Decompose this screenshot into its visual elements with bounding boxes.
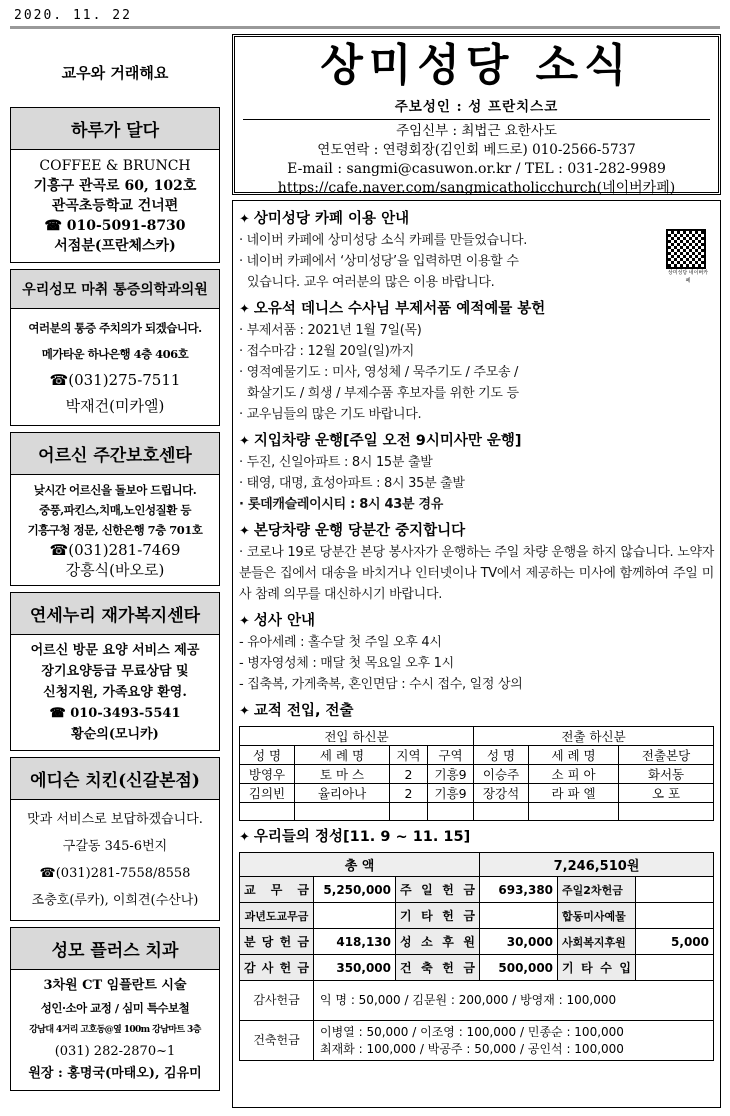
ad-column-title: 교우와 거래해요: [61, 64, 169, 82]
ad-line: 구갈동 345-6번지: [62, 839, 168, 854]
ad-line: COFFEE & BRUNCH: [39, 158, 191, 174]
bulletin-title: 상미성당 소식: [320, 40, 633, 91]
ad-title: 어르신 주간보호센타: [11, 433, 219, 475]
transfer-table: [239, 726, 714, 821]
ad-line: 어르신 방문 요양 서비스 제공: [30, 643, 200, 658]
ad-line: 관곡초등학교 건너편: [51, 198, 179, 214]
ad-line: 3차원 CT 임플란트 시술: [43, 978, 187, 993]
qr-code: [666, 229, 710, 284]
cafe-url: https://cafe.naver.com/sangmicatholicchurch(네이버카페): [277, 180, 676, 196]
ad-line: 신청지원, 가족요양 환영.: [43, 685, 187, 700]
ad-haruga-dalda: [10, 107, 220, 263]
ad-phone: (031) 282-2870~1: [54, 1044, 176, 1059]
ad-line: 장기요양등급 무료상담 및: [41, 664, 189, 679]
notice-line: · 태영, 대명, 효성아파트 : 8시 35분 출발: [239, 476, 465, 491]
contact: 연도연락 : 연령회장(김인회 베드로) 010-2566-5737: [317, 142, 636, 158]
offering-table: [239, 852, 714, 1061]
offering-total-row: [240, 853, 714, 877]
ad-title: 성모 플러스 치과: [11, 928, 219, 970]
building-donors: 이병열 : 50,000 / 이조영 : 100,000 / 민종순 : 100,000 최재화 : 100,000 / 박공주 : 50,000 / 공인석 : 100,000: [314, 1021, 714, 1061]
notice-line: · 네이버 카페에서 ‘상미성당’을 입력하면 이용할 수: [239, 254, 519, 269]
ad-dental: [10, 927, 220, 1091]
notice-heading: ✦ 성사 안내: [239, 613, 315, 629]
table-header-row: 성 명 세 례 명 지역 구역 성 명 세 례 명 전출본당: [240, 746, 714, 765]
notice-line: - 유아세례 : 홀수달 첫 주일 오후 4시: [239, 635, 442, 650]
notice-heading: ✦ 본당차량 운행 당분간 중지합니다: [239, 523, 466, 539]
ad-line: 성인·소아 교정 / 심미 특수보철: [40, 1001, 190, 1015]
ad-phone: ☎(031)281-7469: [49, 541, 181, 559]
top-rule: [10, 26, 720, 29]
ad-owner: 원장 : 홍명국(마태오), 김유미: [28, 1066, 202, 1081]
thanks-donors: 익 명 : 50,000 / 김문원 : 200,000 / 방영재 : 100,000: [314, 981, 714, 1021]
email-tel: E-mail : sangmi@casuwon.or.kr / TEL : 031-282-9989: [287, 161, 666, 177]
ad-phone: ☎(031)281-7558/8558: [39, 866, 191, 881]
ad-title: 우리성모 마취 통증의학과의원: [11, 270, 219, 309]
ad-owner: 강흥식(바오로): [65, 561, 165, 579]
offering-row: 감 사 헌 금 350,000 건 축 헌 금 500,000 기 타 수 입: [240, 955, 714, 981]
ad-line: 여러분의 통증 주치의가 되겠습니다.: [28, 321, 202, 335]
notice-line: · 두진, 신일아파트 : 8시 15분 출발: [239, 455, 433, 470]
notice-heading: ✦ 지입차량 운행[주일 오전 9시미사만 운행]: [239, 433, 522, 449]
pastor: 주임신부 : 최법근 요한사도: [396, 123, 557, 139]
notice-line: - 병자영성체 : 매달 첫 목요일 오후 1시: [239, 656, 454, 671]
total-amount: 7,246,510원: [480, 853, 714, 877]
ad-phone: ☎(031)275-7511: [49, 371, 181, 389]
diamond-icon: ✦: [239, 524, 250, 539]
ad-home-care: [10, 592, 220, 751]
patron-saint: 주보성인 : 성 프란치스코: [394, 99, 559, 115]
notice-line: · 네이버 카페에 상미성당 소식 카페를 만들었습니다.: [239, 233, 528, 248]
ad-owner: 서점분(프란체스카): [54, 238, 176, 254]
ad-line: 낮시간 어르신을 돌보아 드립니다.: [33, 483, 197, 497]
notice-line: · 영적예물기도 : 미사, 영성체 / 묵주기도 / 주모송 /: [239, 365, 519, 380]
notice-heading: ✦ 상미성당 카페 이용 안내: [239, 211, 410, 227]
diamond-icon: ✦: [239, 704, 250, 719]
notice-line: - 집축복, 가게축복, 혼인면담 : 수시 접수, 일정 상의: [239, 677, 523, 692]
masthead: [232, 34, 721, 195]
notice-heading: ✦ 우리들의 정성[11. 9 ~ 11. 15]: [239, 829, 471, 845]
offering-row: 과년도교무금 기 타 헌 금 합동미사예물: [240, 903, 714, 929]
notice-line: 화살기도 / 희생 / 부제수품 후보자를 위한 기도 등: [247, 386, 519, 401]
ad-day-care: [10, 432, 220, 586]
diamond-icon: ✦: [239, 212, 250, 227]
thanks-offering-row: [240, 981, 714, 1021]
notice-line: 있습니다. 교우 여러분의 많은 이용 바랍니다.: [247, 275, 495, 290]
table-row: 방영우 토 마 스 2 기흥9 이승주 소 피 아 화서동: [240, 765, 714, 784]
ad-line: 강남대 4거리 고호동@옆 100m 강남마트 3층: [29, 1025, 201, 1035]
ad-owner: 조충호(루카), 이희견(수산나): [31, 893, 199, 908]
ad-owner: 황순의(모니카): [71, 727, 159, 742]
ad-title: 에디슨 치킨(신갈본점): [11, 758, 219, 800]
notice-line: · 교우님들의 많은 기도 바랍니다.: [239, 407, 422, 422]
table-row: [240, 803, 714, 821]
ad-column: [10, 36, 220, 1111]
diamond-icon: ✦: [239, 830, 250, 845]
ad-edison-chicken: [10, 757, 220, 921]
diamond-icon: ✦: [239, 434, 250, 449]
masthead-rule: [243, 119, 710, 120]
thanks-label: 감사헌금: [240, 981, 314, 1021]
notice-line: · 롯데캐슬레이시티 : 8시 43분 경유: [239, 497, 443, 512]
ad-phone: ☎ 010-3493-5541: [49, 706, 181, 721]
offering-row: 교 무 금 5,250,000 주 일 헌 금 693,380 주일2차헌금: [240, 877, 714, 903]
main-column: [232, 34, 721, 1110]
notice-heading: ✦ 교적 전입, 전출: [239, 703, 354, 719]
building-offering-row: [240, 1021, 714, 1061]
ad-line: 기흥구청 정문, 신한은행 7층 701호: [27, 523, 203, 537]
ad-line: 기흥구 관곡로 60, 102호: [33, 178, 197, 194]
diamond-icon: ✦: [239, 614, 250, 629]
ad-pain-clinic: [10, 269, 220, 426]
qr-code-icon: [666, 229, 706, 269]
ad-line: 맛과 서비스로 보답하겠습니다.: [27, 812, 203, 827]
ad-owner: 박재건(미카엘): [65, 397, 165, 415]
qr-caption: 상미성당 네이버카페: [667, 270, 709, 284]
transfer-out-title: 전출 하신분: [474, 727, 714, 746]
building-label: 건축헌금: [240, 1021, 314, 1061]
total-label: 총 액: [240, 853, 480, 877]
table-row: 김의빈 율리아나 2 기흥9 장강석 라 파 엘 오 포: [240, 784, 714, 803]
ad-line: 중풍,파킨스,치매,노인성질환 등: [39, 503, 191, 517]
transfer-in-title: 전입 하신분: [240, 727, 474, 746]
notices: [232, 200, 721, 1108]
notice-heading: ✦ 오유석 데니스 수사님 부제서품 예적예물 봉헌: [239, 301, 546, 317]
ad-title: 하루가 달다: [11, 108, 219, 150]
ad-phone: ☎ 010-5091-8730: [44, 218, 186, 234]
notice-paragraph: · 코로나 19로 당분간 본당 봉사자가 운행하는 주일 차량 운행을 하지 않습니다. 노약자 분들은 집에서 대송을 바치거나 인터넷이나 TV에서 제공하는 미사에 함께하여 주일 미사 참례 의무를 대신하시기 바랍니다.: [239, 545, 714, 602]
offering-row: 분 당 헌 금 418,130 성 소 후 원 30,000 사회복지후원 5,000: [240, 929, 714, 955]
notice-line: · 부제서품 : 2021년 1월 7일(목): [239, 323, 422, 338]
notice-line: · 접수마감 : 12월 20일(일)까지: [239, 344, 414, 359]
ad-title: 연세누리 재가복지센타: [11, 593, 219, 635]
issue-date: 2020. 11. 22: [14, 8, 132, 23]
diamond-icon: ✦: [239, 302, 250, 317]
ad-line: 메가타운 하나은행 4층 406호: [41, 347, 189, 361]
